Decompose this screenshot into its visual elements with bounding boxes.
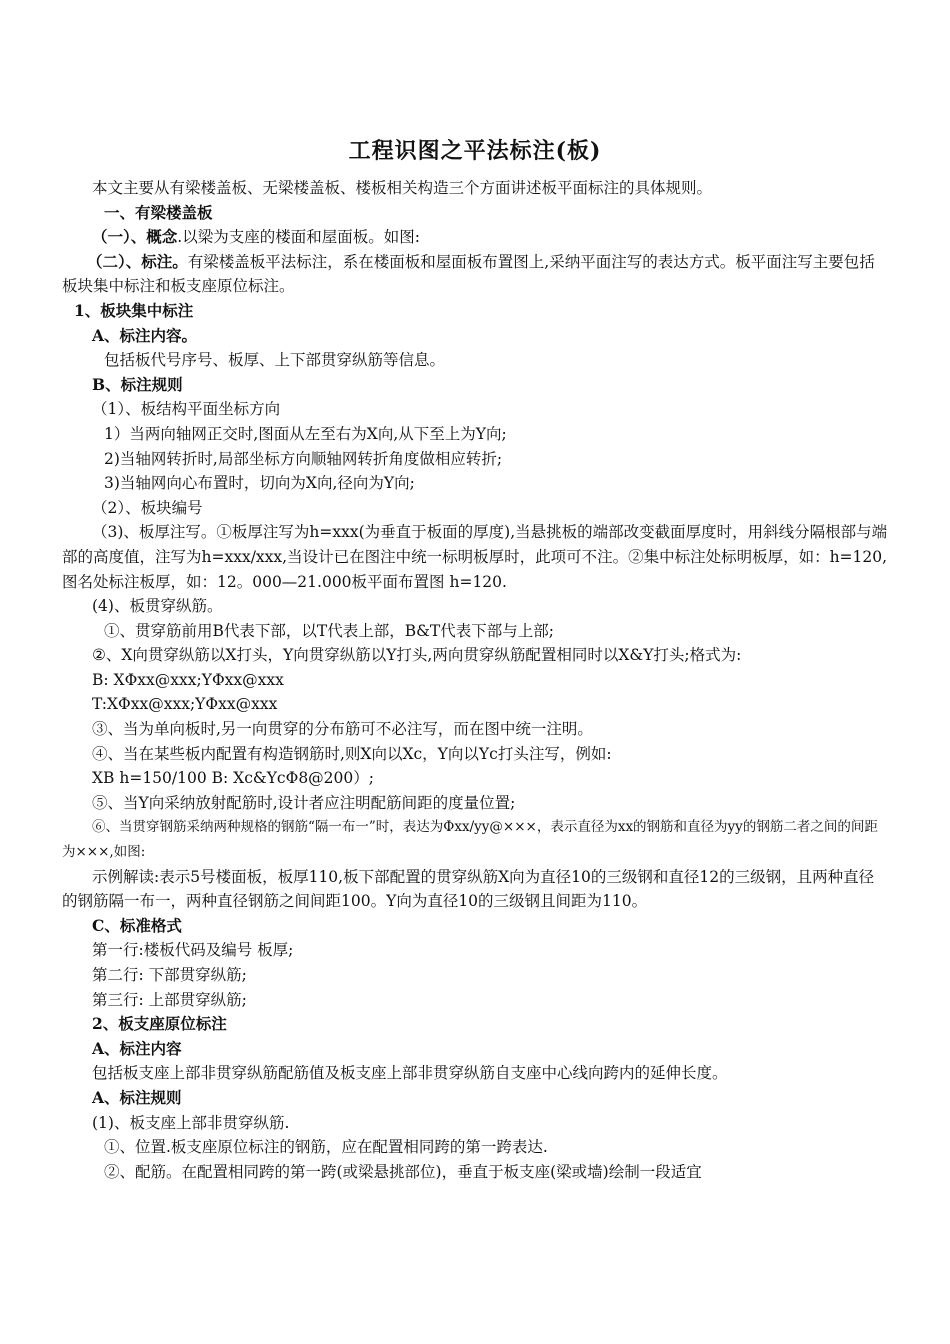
text-line: 包括板支座上部非贯穿纵筋配筋值及板支座上部非贯穿纵筋自支座中心线向跨内的延伸长度。 (92, 1064, 728, 1083)
subheading: C、标准格式 (92, 915, 182, 935)
text-line: ③、当为单向板时,另一向贯穿的分布筋可不必注写，而在图中统一注明。 (92, 720, 593, 739)
text-line: ②、配筋。在配置相同跨的第一跨(或梁悬挑部位)，垂直于板支座(梁或墙)绘制一段适宜 (104, 1162, 702, 1181)
section-heading: 1、板块集中标注 (74, 300, 194, 320)
text-line: 第一行:楼板代码及编号 板厚; (92, 941, 294, 960)
paragraph: ⑥、当贯穿钢筋采纳两种规格的钢筋“隔一布一”时，表达为Φxx/yy@×××，表示直径为xx的钢筋和直径为yy的钢筋二者之间的间距为×××,如图: (62, 819, 878, 861)
text-line: 第二行: 下部贯穿纵筋; (92, 966, 247, 984)
text: .以梁为支座的楼面和屋面板。如图: (177, 228, 420, 247)
page-title: 工程识图之平法标注(板) (348, 138, 602, 164)
subheading: A、标注内容 (92, 1038, 182, 1058)
text-line: 第三行: 上部贯穿纵筋; (92, 990, 247, 1009)
paragraph (62, 225, 888, 250)
text-line: ①、位置.板支座原位标注的钢筋，应在配置相同跨的第一跨表达. (104, 1138, 548, 1157)
paragraph: 示例解读:表示5号楼面板，板厚110,板下部配置的贯穿纵筋X向为直径10的三级钢和直径12的三级钢，且两种直径的钢筋隔一布一，两种直径钢筋之间间距100。Y向为直径10的三级钢且间距为110。 (62, 867, 875, 911)
text-line: ①、贯穿筋前用B代表下部，以T代表上部，B&T代表下部与上部; (104, 621, 554, 640)
subheading: （二）、标注。 (87, 251, 188, 271)
paragraph (62, 250, 888, 299)
section-heading: 一、有梁楼盖板 (104, 202, 213, 222)
text-line: 2)当轴网转折时,局部坐标方向顺轴网转折角度做相应转折; (104, 449, 503, 468)
formula-line: XB h=150/100 B: Xc&YcΦ8@200）; (92, 769, 374, 788)
text-line: （2）、板块编号 (92, 498, 203, 517)
formula-line: T:XΦxx@xxx;YΦxx@xxx (92, 695, 278, 714)
formula-line: B: XΦxx@xxx;YΦxx@xxx (92, 670, 284, 689)
text-line: ⑤、当Y向采纳放射配筋时,设计者应注明配筋间距的度量位置; (92, 793, 516, 812)
text-line: (4)、板贯穿纵筋。 (92, 597, 223, 616)
text-line: 3)当轴网向心布置时，切向为X向,径向为Y向; (104, 474, 415, 493)
text-line: ④、当在某些板内配置有构造钢筋时,则X向以Xc，Y向以Yc打头注写，例如: (92, 744, 612, 763)
section-heading: 2、板支座原位标注 (92, 1014, 227, 1034)
subheading: A、标注内容。 (92, 325, 198, 345)
paragraph: （3)、板厚注写。①板厚注写为h=xxx(为垂直于板面的厚度),当悬挑板的端部改变截面厚度时，用斜线分隔根部与端部的高度值，注写为h=xxx/xxx,当设计已在图注中统一标明板厚时，此项可不注。②集中标注处标明板厚，如：h=120,图名处标注板厚，如：12。000—21.000板平面布置图 h=120. (62, 523, 888, 591)
document-body (62, 176, 888, 1184)
subheading: B、标注规则 (92, 374, 183, 394)
text-line: 包括板代号序号、板厚、上下部贯穿纵筋等信息。 (104, 351, 446, 370)
text-line: 1）当两向轴网正交时,图面从左至右为X向,从下至上为Y向; (104, 424, 507, 443)
text-line: (1)、板支座上部非贯穿纵筋. (92, 1113, 290, 1132)
subheading: （一）、概念 (92, 227, 178, 247)
text: 有梁楼盖板平法标注，系在楼面板和屋面板布置图上,采纳平面注写的表达方式。板平面注写主要包括板块集中标注和板支座原位标注。 (62, 252, 875, 296)
text-line: （1）、板结构平面坐标方向 (92, 400, 281, 419)
paragraph: ②、X向贯穿纵筋以X打头，Y向贯穿纵筋以Y打头,两向贯穿纵筋配置相同时以X&Y打头;格式为: (92, 646, 742, 665)
subheading: A、标注规则 (92, 1087, 182, 1107)
intro-paragraph: 本文主要从有梁楼盖板、无梁楼盖板、楼板相关构造三个方面讲述板平面标注的具体规则。 (92, 179, 713, 197)
